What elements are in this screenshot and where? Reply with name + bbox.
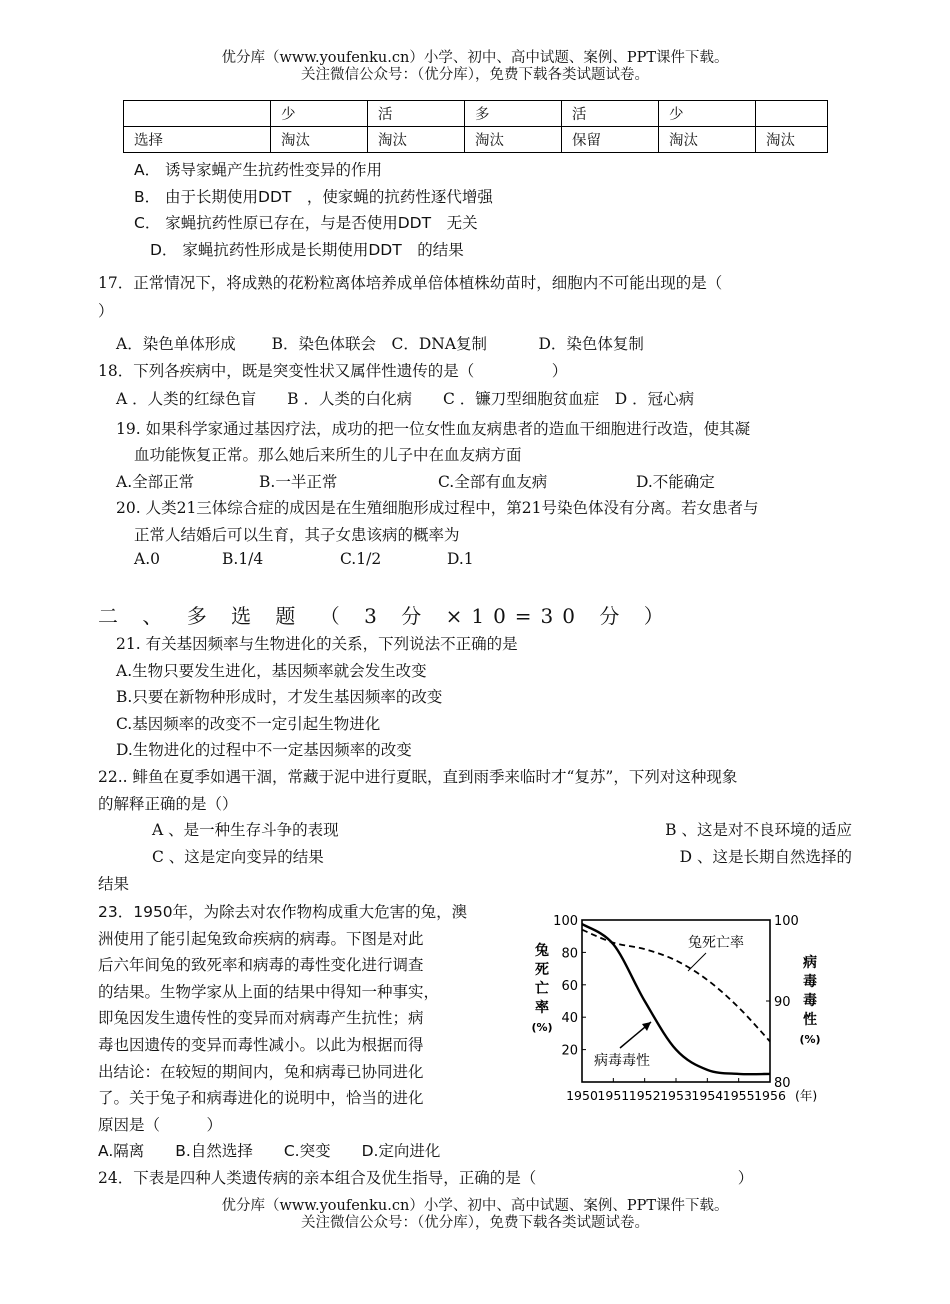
q22-option-c: C 、这是定向变异的结果: [152, 848, 324, 866]
q17-stem: 17．正常情况下，将成熟的花粉粒离体培养成单倍体植株幼苗时，细胞内不可能出现的是（: [98, 274, 723, 292]
q19-option-d: D.不能确定: [636, 473, 715, 491]
header-line-1: 优分库（www.youfenku.cn）小学、初中、高中试题、案例、PPT课件下载。: [221, 50, 729, 66]
footer-line-1: 优分库（www.youfenku.cn）小学、初中、高中试题、案例、PPT课件下载。: [221, 1198, 729, 1214]
selection-table: [123, 100, 828, 153]
x-unit-label: (年): [795, 1088, 818, 1103]
left-axis-label-char: 死: [535, 962, 549, 978]
q18-stem: 18．下列各疾病中，既是突变性状又属伴性遗传的是（ ）: [98, 362, 568, 380]
q23-line: 即兔因发生遗传性的变异而对病毒产生抗性；病: [98, 1009, 424, 1028]
q16-option-d: D． 家蝇抗药性形成是长期使用DDT 的结果: [150, 241, 464, 259]
left-axis-label-char: 亡: [535, 981, 549, 997]
q23-line: 毒也因遗传的变异而毒性减小。以此为根据而得: [98, 1035, 424, 1054]
table-cell: 活: [368, 101, 465, 127]
q24-stem: 24．下表是四种人类遗传病的亲本组合及优生指导，正确的是（ ）: [98, 1169, 754, 1187]
x-tick-label: 1955: [722, 1088, 755, 1103]
x-tick-label: 1950: [566, 1088, 598, 1103]
left-axis-label-char: 兔: [535, 943, 549, 959]
right-tick-label: 80: [774, 1076, 791, 1091]
q21-option-a: A.生物只要发生进化，基因频率就会发生改变: [116, 662, 427, 680]
q23-options: A.隔离 B.自然选择 C.突变 D.定向进化: [98, 1142, 441, 1160]
right-axis-label-char: 性: [803, 1012, 817, 1028]
q20-option-a: A.0: [134, 550, 160, 568]
left-tick-label: 20: [561, 1043, 578, 1059]
q22-stem: 22.. 鲱鱼在夏季如遇干涸，常藏于泥中进行夏眠，直到雨季来临时才“复苏”，下列对这种现象: [98, 768, 738, 786]
table-cell: 选择: [124, 127, 271, 153]
q21-option-c: C.基因频率的改变不一定引起生物进化: [116, 715, 381, 733]
q23-line: 了。关于兔子和病毒进化的说明中，恰当的进化: [98, 1089, 424, 1108]
rabbit-virus-chart: [520, 905, 850, 1115]
series-label-death-rate: 兔死亡率: [688, 935, 744, 951]
q22-option-d-cont: 结果: [98, 875, 130, 893]
q21-option-b: B.只要在新物种形成时，才发生基因频率的改变: [116, 688, 443, 706]
table-cell: [756, 101, 828, 127]
table-cell: 淘汰: [659, 127, 756, 153]
right-axis-label: [799, 954, 820, 1046]
chart-annotations: [594, 935, 744, 1069]
footer-line-2: 关注微信公众号：（优分库），免费下载各类试题试卷。: [301, 1215, 649, 1231]
left-axis-ticks: [553, 914, 586, 1059]
right-axis-label-char: 病: [803, 955, 817, 971]
table-cell: 活: [562, 101, 659, 127]
q19-option-b: B.一半正常: [259, 473, 338, 491]
table-cell: 淘汰: [465, 127, 562, 153]
header-line-2: 关注微信公众号：（优分库），免费下载各类试题试卷。: [301, 67, 649, 83]
q23-line: 后六年间兔的致死率和病毒的毒性变化进行调查: [98, 956, 424, 975]
left-tick-label: 100: [553, 914, 578, 929]
page-footer: [0, 1198, 950, 1232]
right-axis-ticks: [766, 914, 799, 1091]
q16-option-c: C． 家蝇抗药性原已存在，与是否使用DDT 无关: [134, 214, 478, 232]
right-axis-label-char: 毒: [803, 974, 817, 990]
left-axis-label: [531, 942, 552, 1034]
right-axis-label-char: (%): [799, 1033, 821, 1046]
virulence-arrowhead: [642, 1022, 651, 1031]
page-header: [0, 50, 950, 84]
q21-option-d: D.生物进化的过程中不一定基因频率的改变: [116, 741, 412, 759]
q20-option-b: B.1/4: [222, 550, 264, 568]
q16-option-a: A． 诱导家蝇产生抗药性变异的作用: [134, 161, 383, 179]
q23-stem: [98, 899, 467, 1138]
x-tick-label: 1952: [628, 1088, 661, 1103]
x-tick-label: 1956: [754, 1088, 786, 1103]
left-tick-label: 40: [561, 1011, 578, 1027]
death-rate-pointer: [688, 953, 706, 971]
q20-option-c: C.1/2: [340, 550, 382, 568]
q22-stem-cont: 的解释正确的是（）: [98, 795, 238, 813]
q22-option-a: A 、是一种生存斗争的表现: [152, 821, 339, 839]
q23-line: 洲使用了能引起兔致命疾病的病毒。下图是对此: [98, 929, 424, 948]
left-axis-label-char: (%): [531, 1021, 553, 1034]
q20-stem-cont: 正常人结婚后可以生育，其子女患该病的概率为: [134, 526, 460, 544]
left-tick-label: 60: [561, 978, 578, 994]
table-row: [124, 127, 828, 153]
table-cell: 淘汰: [756, 127, 828, 153]
right-tick-label: 100: [774, 914, 799, 929]
q16-option-b: B． 由于长期使用DDT ，使家蝇的抗药性逐代增强: [134, 188, 493, 206]
q20-stem: 20. 人类21三体综合症的成因是在生殖细胞形成过程中，第21号染色体没有分离。若女患者与: [116, 499, 759, 517]
q19-option-c: C.全部有血友病: [438, 473, 548, 491]
q23-line: 出结论：在较短的期间内，兔和病毒已协同进化: [98, 1062, 424, 1081]
left-axis-label-char: 率: [535, 1000, 549, 1016]
table-cell: [124, 101, 271, 127]
q19-stem: 19. 如果科学家通过基因疗法，成功的把一位女性血友病患者的造血干细胞进行改造，使其凝: [116, 420, 751, 438]
q19-stem-cont: 血功能恢复正常。那么她后来所生的儿子中在血友病方面: [134, 446, 522, 464]
q23-line: 原因是（ ）: [98, 1115, 223, 1134]
left-tick-label: 80: [561, 946, 578, 962]
table-cell: 少: [271, 101, 368, 127]
table-cell: 多: [465, 101, 562, 127]
q20-option-d: D.1: [447, 550, 474, 568]
table-cell: 保留: [562, 127, 659, 153]
q22-option-d: D 、这是长期自然选择的: [679, 848, 852, 866]
table-cell: 淘汰: [368, 127, 465, 153]
x-tick-label: 1951: [597, 1088, 630, 1103]
q21-stem: 21. 有关基因频率与生物进化的关系，下列说法不正确的是: [116, 635, 518, 653]
x-tick-label: 1954: [691, 1088, 724, 1103]
q23-line: 23．1950年，为除去对农作物构成重大危害的兔，澳: [98, 903, 468, 921]
right-tick-label: 90: [774, 995, 791, 1010]
series-label-virulence: 病毒毒性: [594, 1053, 650, 1069]
table-cell: 淘汰: [271, 127, 368, 153]
table-cell: 少: [659, 101, 756, 127]
q22-option-b: B 、这是对不良环境的适应: [665, 821, 852, 839]
table-row: [124, 101, 828, 127]
q23-line: 的结果。生物学家从上面的结果中得知一种事实，: [98, 982, 440, 1001]
section-title: 二 、 多 选 题 （ 3 分 ×10=30 分 ）: [98, 604, 673, 628]
q17-options: A．染色单体形成 B．染色体联会 C．DNA复制 D．染色体复制: [116, 335, 644, 353]
x-tick-label: 1953: [660, 1088, 692, 1103]
right-axis-label-char: 毒: [803, 993, 817, 1009]
q17-stem-cont: ）: [98, 302, 114, 320]
q18-options: A ．人类的红绿色盲 B ．人类的白化病 C ．镰刀型细胞贫血症 D ．冠心病: [116, 390, 695, 408]
q19-option-a: A.全部正常: [116, 473, 195, 491]
